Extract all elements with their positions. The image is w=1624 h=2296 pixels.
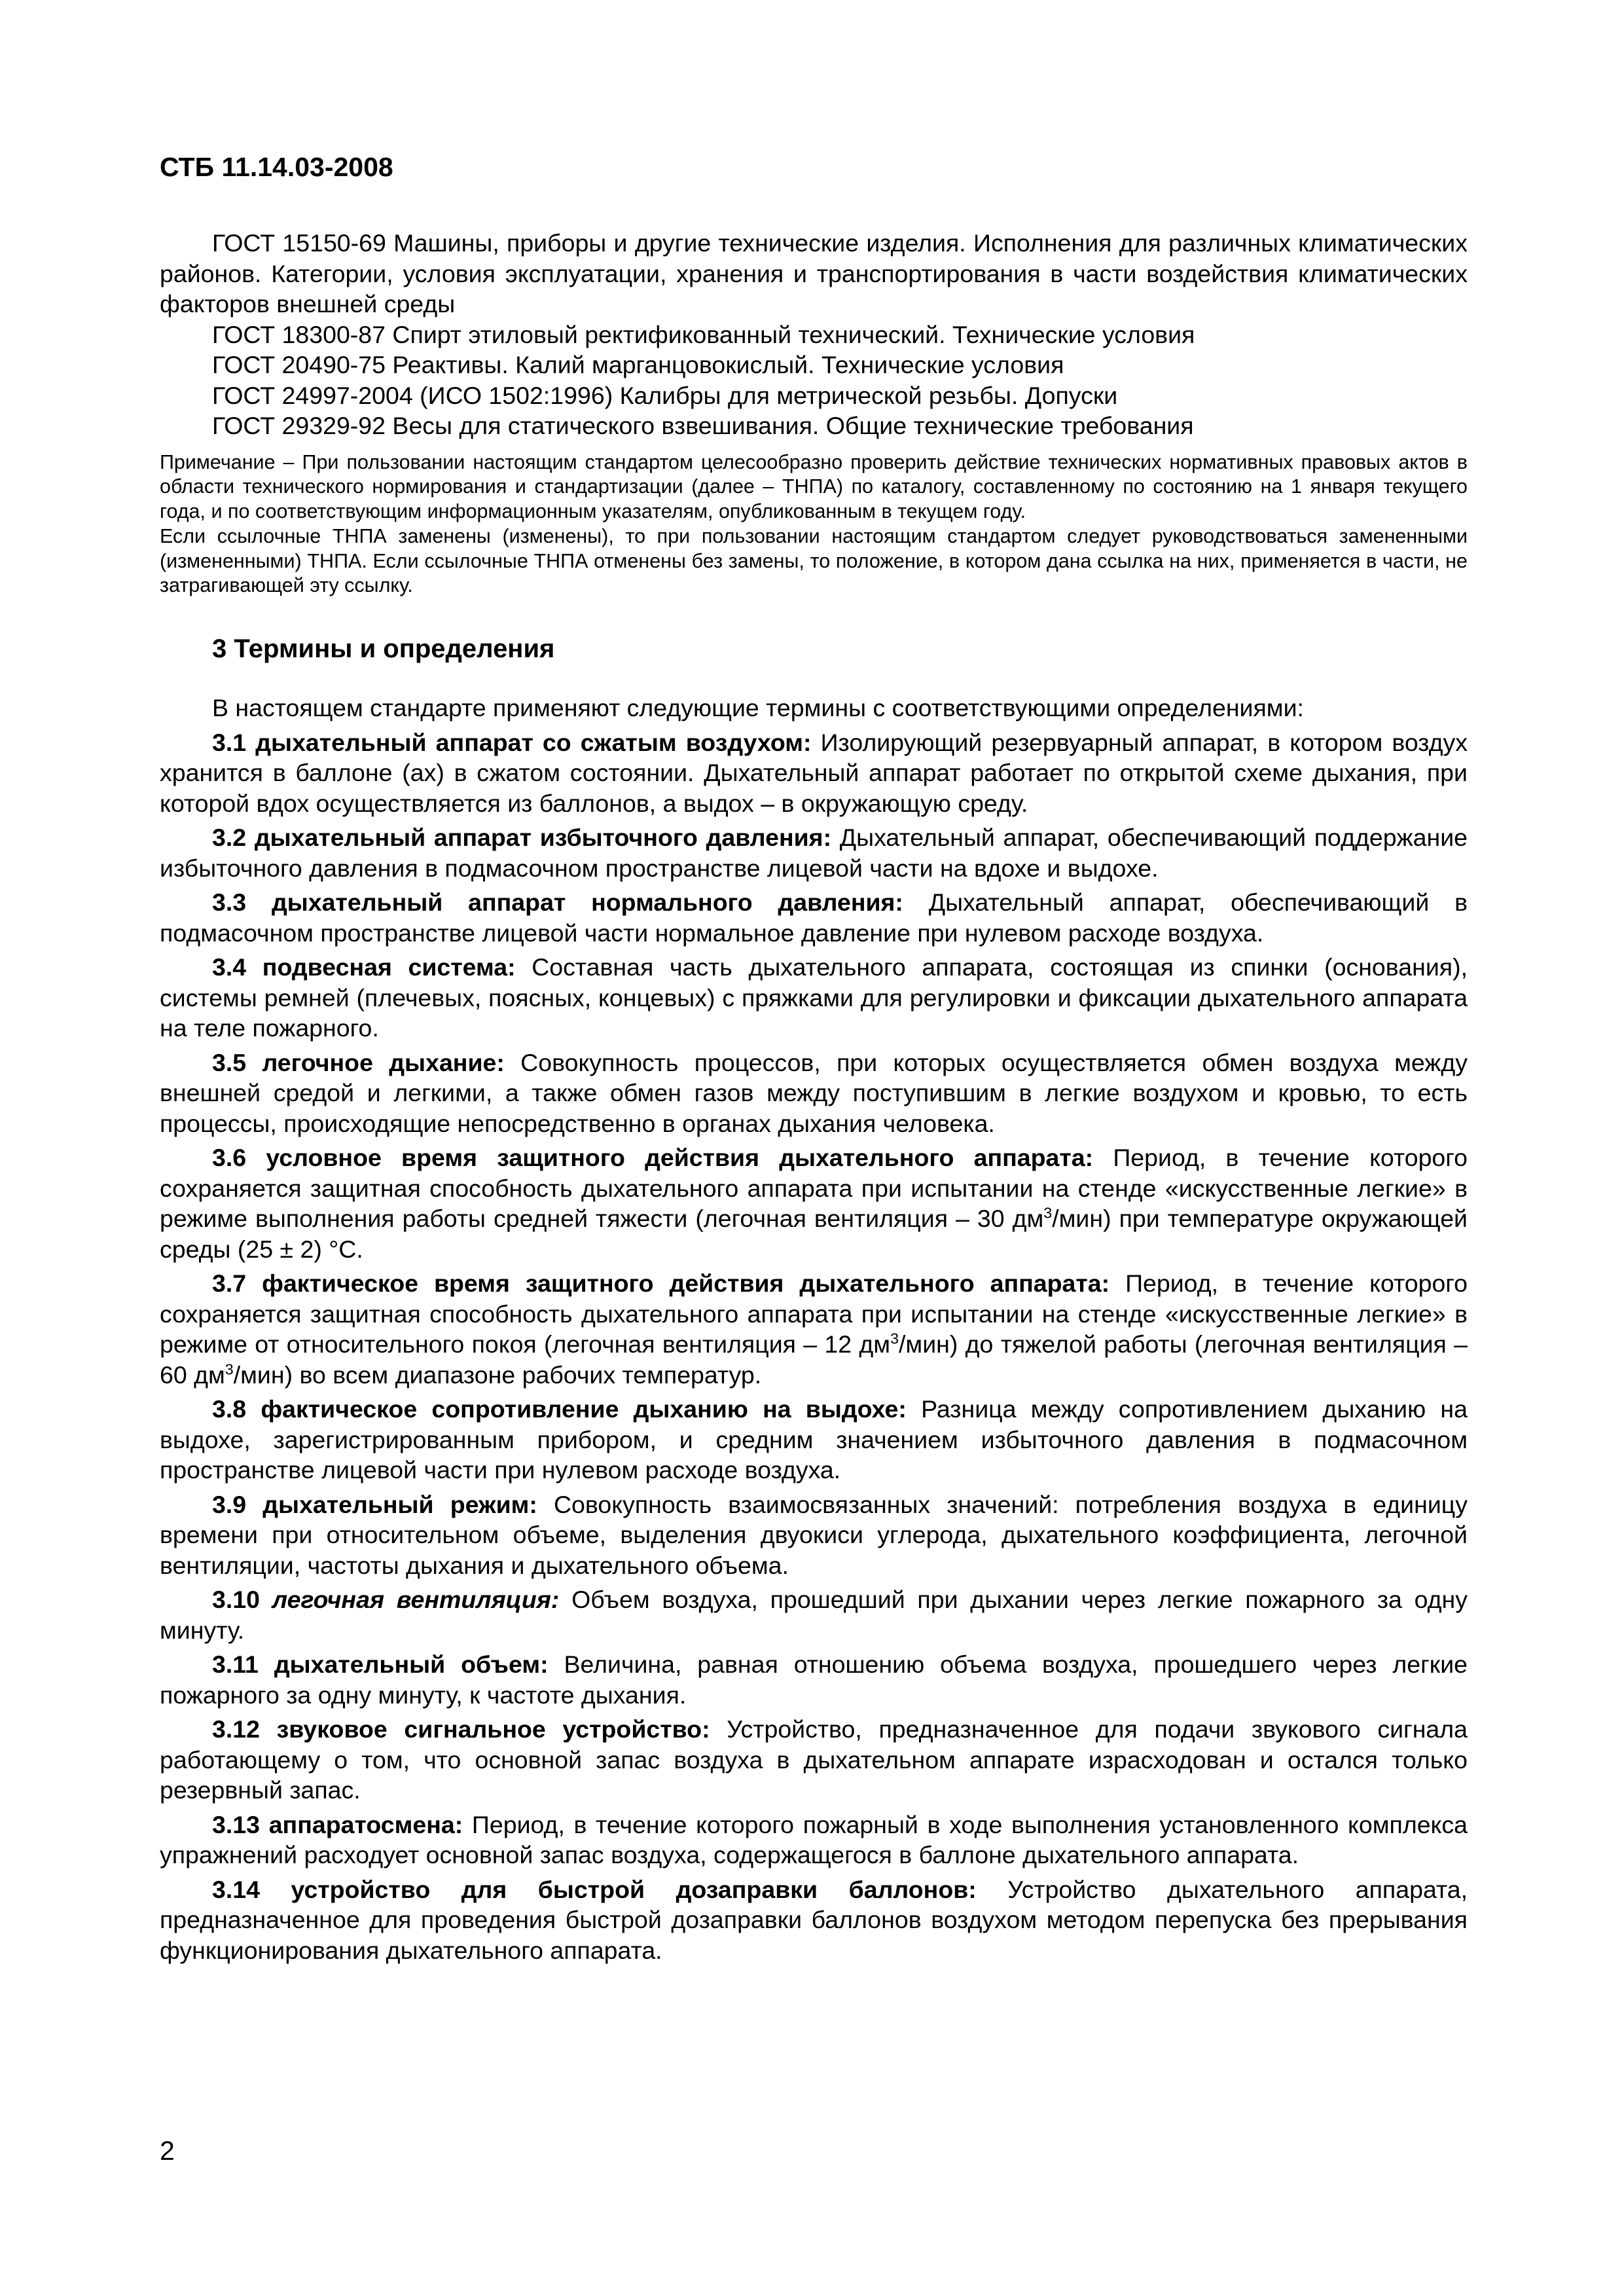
note-paragraph: Примечание – При пользовании настоящим стандартом целесообразно проверить действие технических нормативных правовых актов в области технического нормирования и стандартизации (далее – ТНПА) по каталогу, составленному по состоянию на 1 января текущего года, и по соответствующим информационным указателям, опубликованным в текущем году. [160,450,1468,523]
term-name: дыхательный объем: [274,1650,549,1679]
superscript: 3 [225,1360,234,1378]
reference-item: ГОСТ 18300-87 Спирт этиловый ректификованный технический. Технические условия [212,320,1195,348]
term-number: 3.6 [212,1144,247,1172]
term-text: /мин) при температуре окружающей среды (25 ± 2) °С. [160,1205,1468,1263]
term-number: 3.11 [212,1650,259,1679]
term-number: 3.1 [212,728,247,756]
term-text: Период, в течение которого сохраняется защитная способность дыхательного аппарата при испытании на стенде «искусственные легкие» в режиме выполнения работы средней тяжести (легочная вентиляция – 30 дм [160,1144,1468,1233]
term-number: 3.7 [212,1269,247,1298]
term-text: Изолирующий резервуарный аппарат, в котором воздух хранится в баллоне (ах) в сжатом состоянии. Дыхательный аппарат работает по открытой схеме дыхания, при которой вдох осуществляется из баллонов, а выдох – в окружающую среду. [160,728,1468,817]
term-name: условное время защитного действия дыхательного аппарата: [266,1144,1094,1172]
term-text: Период, в течение которого пожарный в ходе выполнения установленного комплекса упражнений расходует основной запас воздуха, содержащегося в баллоне дыхательного аппарата. [160,1810,1468,1869]
page-number: 2 [160,2136,175,2166]
term-number: 3.12 [212,1715,260,1743]
superscript: 3 [890,1330,899,1347]
term-number: 3.13 [212,1810,260,1838]
term-definition [160,822,1468,883]
term-text: Дыхательный аппарат, обеспечивающий в подмасочном пространстве лицевой части нормальное давление при нулевом расходе воздуха. [160,888,1468,947]
term-definition [160,1394,1468,1485]
term-number: 3.8 [212,1395,247,1423]
term-text: /мин) во всем диапазоне рабочих температур. [233,1360,762,1389]
term-name: звуковое сигнальное устройство: [276,1715,710,1743]
reference-item: ГОСТ 29329-92 Весы для статического взвешивания. Общие технические требования [212,412,1194,439]
term-definition [160,952,1468,1044]
term-number: 3.10 [212,1586,260,1614]
term-text: Составная часть дыхательного аппарата, состоящая из спинки (основания), системы ремней (плечевых, поясных, концевых) с пряжками для регулировки и фиксации дыхательного аппарата на теле пожарного. [160,953,1468,1042]
term-number: 3.4 [212,953,247,981]
term-name: подвесная система: [262,953,516,981]
section-intro: В настоящем стандарте применяют следующие термины с соответствующими определениями: [212,694,1304,722]
term-name: дыхательный режим: [262,1490,537,1518]
term-name: фактическое время защитного действия дыхательного аппарата: [262,1269,1110,1298]
term-text: Разница между сопротивлением дыханию на выдохе, зарегистрированным прибором, и средним значением избыточного давления в подмасочном пространстве лицевой части при нулевом расходе воздуха. [160,1395,1468,1484]
term-text: Дыхательный аппарат, обеспечивающий поддержание избыточного давления в подмасочном пространстве лицевой части на вдохе и выдохе. [160,824,1468,882]
term-name: легочное дыхание: [262,1048,505,1076]
term-definition [160,727,1468,819]
term-text: Устройство, предназначенное для подачи звукового сигнала работающему о том, что основной запас воздуха в дыхательном аппарате израсходован и остался только резервный запас. [160,1715,1468,1804]
term-number: 3.5 [212,1048,247,1076]
reference-item: ГОСТ 20490-75 Реактивы. Калий марганцовокислый. Технические условия [212,351,1064,378]
term-definition [160,1489,1468,1581]
term-name: устройство для быстрой дозаправки баллонов: [291,1875,977,1903]
term-definition [160,1142,1468,1264]
term-definition [160,1584,1468,1645]
term-text: Совокупность взаимосвязанных значений: потребления воздуха в единицу времени при относительном объеме, выделения двуокиси углерода, дыхательного коэффициента, легочной вентиляции, частоты дыхания и дыхательного объема. [160,1490,1468,1579]
term-definition [160,1268,1468,1390]
reference-item: ГОСТ 24997-2004 (ИСО 1502:1996) Калибры для метрической резьбы. Допуски [212,381,1118,409]
note-block [160,450,1468,599]
page-content [160,228,1468,1965]
document-code-header: СТБ 11.14.03-2008 [160,152,393,182]
term-name: дыхательный аппарат избыточного давления: [254,824,832,852]
term-number: 3.14 [212,1875,260,1903]
section-heading: 3 Термины и определения [212,634,555,664]
term-number: 3.2 [212,824,247,852]
term-name: аппаратосмена: [268,1810,463,1838]
term-definition [160,1874,1468,1966]
term-text: Совокупность процессов, при которых осуществляется обмен воздуха между внешней средой и легкими, а также обмен газов между поступившим в легкие воздухом и кровью, то есть процессы, происходящие непосредственно в органах дыхания человека. [160,1048,1468,1137]
term-text: Период, в течение которого сохраняется защитная способность дыхательного аппарата при испытании на стенде «искусственные легкие» в режиме от относительного покоя (легочная вентиляция – 12 дм [160,1269,1468,1358]
term-text: Устройство дыхательного аппарата, предназначенное для проведения быстрой дозаправки баллонов воздухом методом перепуска без прерывания функционирования дыхательного аппарата. [160,1875,1468,1964]
term-name: дыхательный аппарат нормального давления: [271,888,903,917]
term-name: легочная вентиляция: [272,1586,560,1614]
term-definition [160,1714,1468,1806]
term-definition [160,1048,1468,1139]
term-text: Объем воздуха, прошедший при дыхании через легкие пожарного за одну минуту. [160,1586,1468,1644]
term-text: /мин) до тяжелой работы (легочная вентиляция – 60 дм [160,1330,1468,1389]
term-number: 3.3 [212,888,247,917]
term-name: фактическое сопротивление дыханию на выдохе: [261,1395,907,1423]
term-definition [160,887,1468,948]
reference-item: ГОСТ 15150-69 Машины, приборы и другие технические изделия. Исполнения для различных климатических районов. Категории, условия эксплуатации, хранения и транспортирования в части воздействия климатических факторов внешней среды [160,229,1468,318]
term-definition [160,1810,1468,1870]
note-paragraph: Если ссылочные ТНПА заменены (изменены), то при пользовании настоящим стандартом следует руководствоваться замененными (измененными) ТНПА. Если ссылочные ТНПА отменены без замены, то положение, в котором дана ссылка на них, применяется в части, не затрагивающей эту ссылку. [160,524,1468,597]
term-text: Величина, равная отношению объема воздуха, прошедшего через легкие пожарного за одну минуту, к частоте дыхания. [160,1650,1468,1709]
term-name: дыхательный аппарат со сжатым воздухом: [255,728,812,756]
term-number: 3.9 [212,1490,247,1518]
term-definition [160,1649,1468,1710]
superscript: 3 [1043,1204,1053,1222]
